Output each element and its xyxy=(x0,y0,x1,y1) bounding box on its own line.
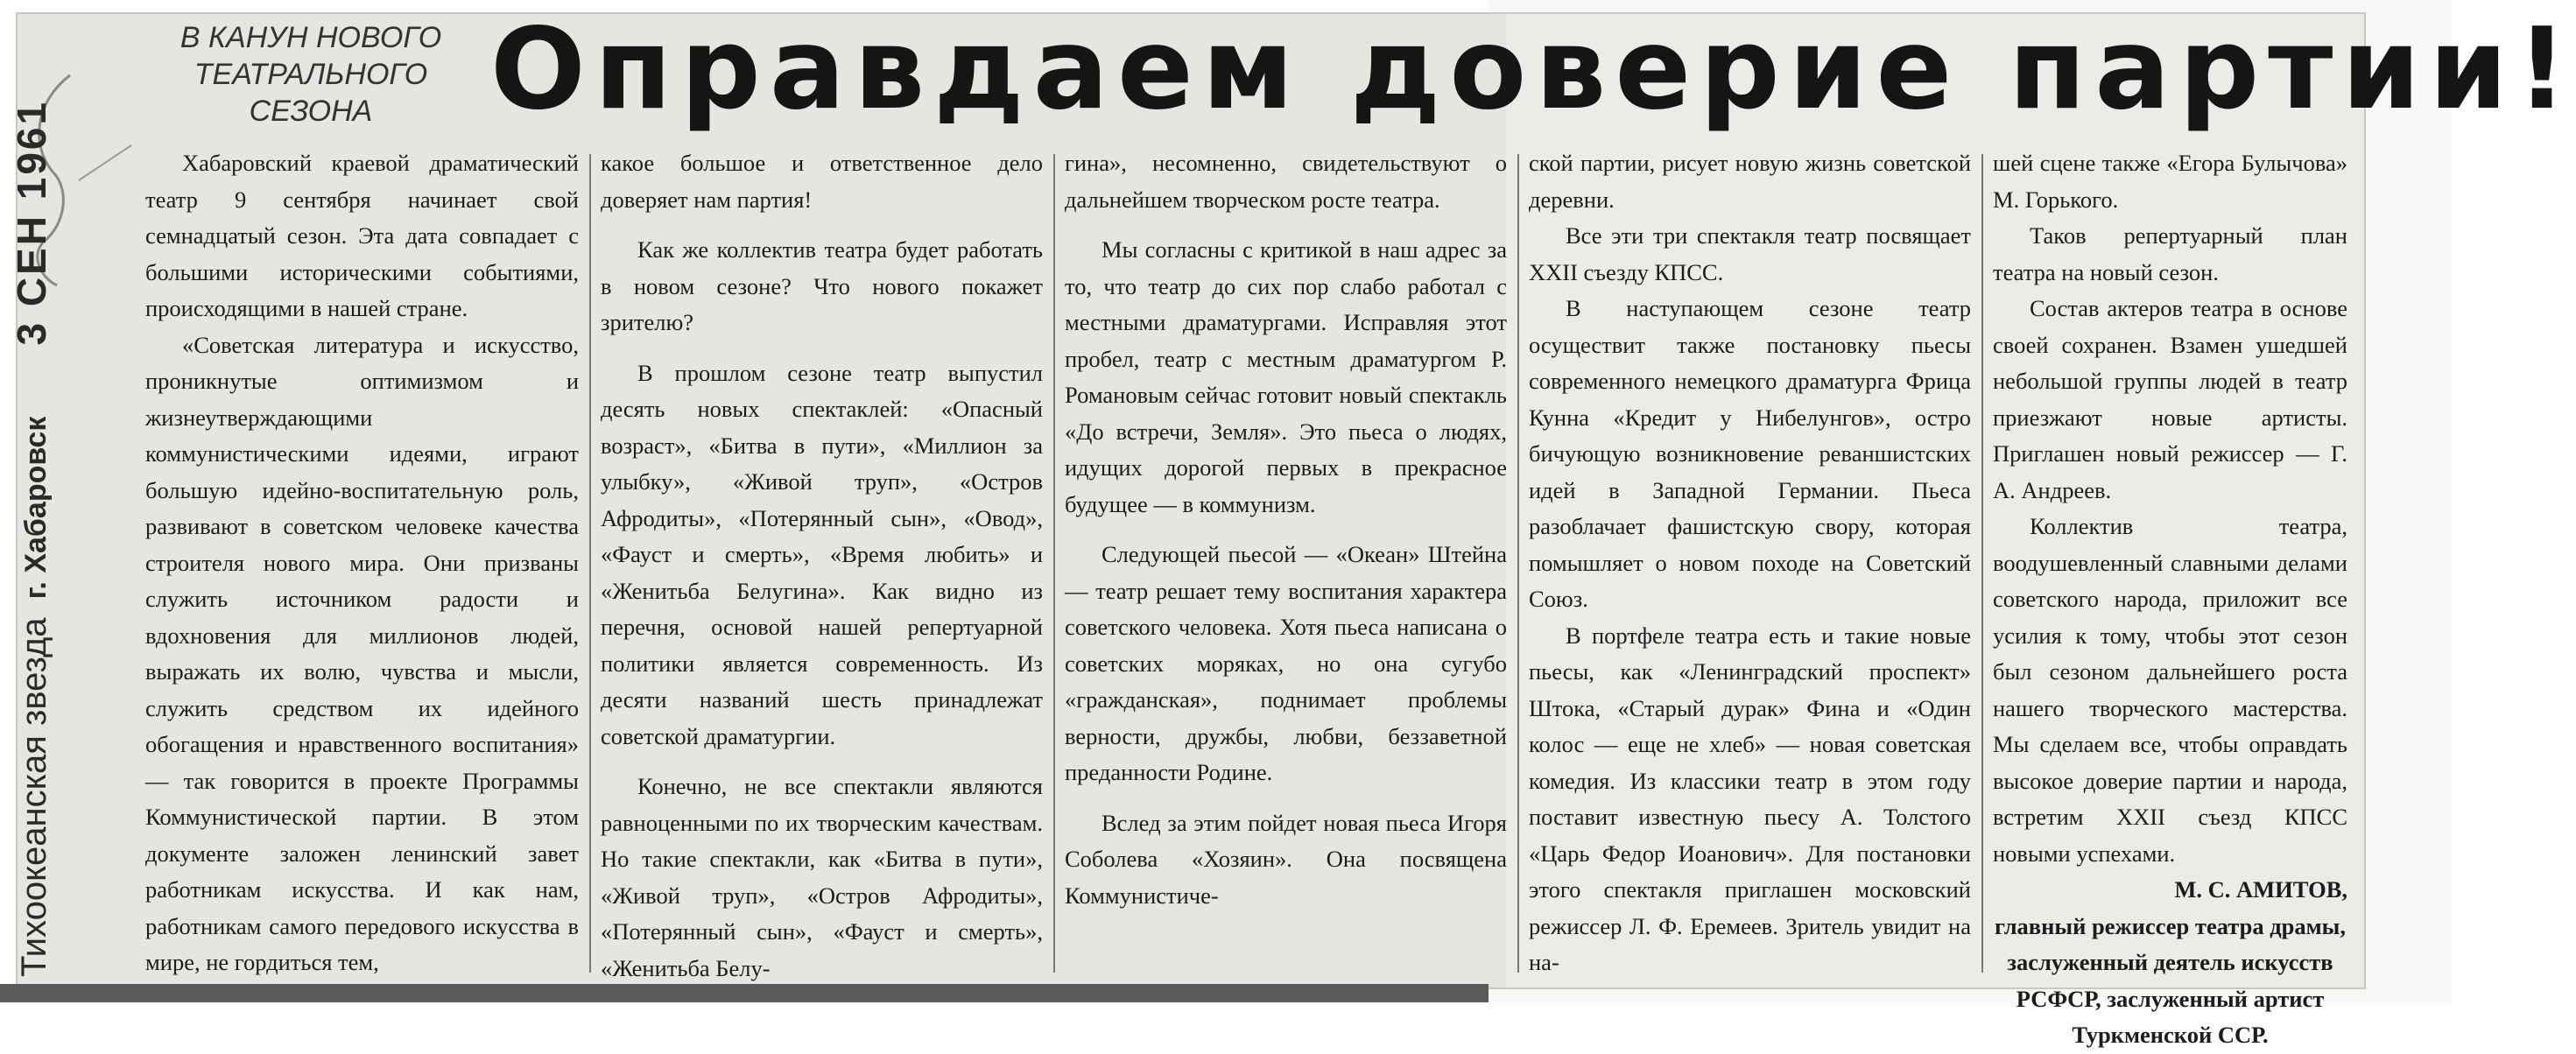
stamp-date: 3 СЕН 1961 xyxy=(9,99,54,346)
paragraph: В прошлом сезоне театр выпустил десять новых спектаклей: «Опасный возраст», «Битва в пути», «Миллион за улыбку», «Живой труп», «Остров Афродиты», «Потерянный сын», «Овод», «Фауст и смерть», «Время любить» и «Женитьба Белугина». Как видно из перечня, основой нашей репертуарной политики является современность. Из десяти названий шесть принадлежат советской драматургии. xyxy=(601,359,1043,749)
paragraph: какое большое и ответственное дело доверяет нам партия! xyxy=(601,150,1043,213)
paragraph: ской партии, рисует новую жизнь советской деревни. xyxy=(1529,150,1971,213)
section-kicker xyxy=(118,19,503,130)
headline: Оправдаем доверие партии! xyxy=(490,4,2576,135)
paragraph: Коллектив театра, воодушевленный славными делами советского народа, приложит все усилия к тому, чтобы этот сезон был сезоном дальнейшего роста нашего творческого мастерства. Мы сделаем все, чтобы оправдать высокое доверие партии и народа, встретим XXII съезд КПСС новыми успехами. xyxy=(1993,513,2347,867)
stamp-paper: Тихоокеанская звезда xyxy=(15,617,53,977)
paragraph: гина», несомненно, свидетельствуют о дальнейшем творческом росте театра. xyxy=(1065,150,1507,213)
bottom-edge-shadow xyxy=(0,984,1489,1002)
paragraph: Все эти три спектакля театр посвящает XXII съезду КПСС. xyxy=(1529,222,1971,285)
column-2 xyxy=(601,145,1043,981)
paragraph: Следующей пьесой — «Океан» Штейна — театр решает тему воспитания характера советского человека. Хотя пьеса написана о советских моряках, но она сугубо «гражданская», поднимает проблемы верности, дружбы, любви, беззаветной преданности Родине. xyxy=(1065,541,1507,785)
newspaper-clipping xyxy=(9,4,2576,1048)
column-1 xyxy=(145,145,579,977)
paragraph: В наступающем сезоне театр осуществит также постановку пьесы современного немецкого драматурга Фрица Кунна «Кредит у Нибелунгов», остро бичующую возникновение реваншистских идей в Западной Германии. Пьеса разоблачает фашистскую свору, которая помышляет о новом походе на Советский Союз. xyxy=(1529,295,1971,612)
column-divider xyxy=(1517,154,1519,973)
kicker-line-2: ТЕАТРАЛЬНОГО xyxy=(194,58,428,91)
paragraph: Как же коллектив театра будет работать в новом сезоне? Что нового покажет зрителю? xyxy=(601,236,1043,335)
paragraph: Мы согласны с критикой в наш адрес за то, что театр до сих пор слабо работал с местными драматургами. Исправляя этот пробел, театр с местным драматургом Р. Романовым сейчас готовит новый спектакль «До встречи, Земля». Это пьеса о людях, идущих дорогой первых в прекрасное будущее — в коммунизм. xyxy=(1065,236,1507,517)
article-body xyxy=(145,145,2352,1048)
column-divider xyxy=(1053,154,1055,973)
kicker-line-3: СЕЗОНА xyxy=(249,95,373,128)
paragraph: В портфеле театра есть и такие новые пьесы, как «Ленинградский проспект» Штока, «Старый дурак» Фина и «Один колос — еще не хлеб» — новая советская комедия. Из классики театр в этом году поставит известную пьесу А. Толстого «Царь Федор Иоанович». Для постановки этого спектакля приглашен московский режиссер Л. Ф. Еремеев. Зритель увидит на на- xyxy=(1529,622,1971,975)
paragraph: Состав актеров театра в основе своей сохранен. Взамен ушедшей небольшой группы людей в театр приезжают новые артисты. Приглашен новый режиссер — Г. А. Андреев. xyxy=(1993,295,2347,503)
paragraph: Таков репертуарный план театра на новый сезон. xyxy=(1993,222,2347,285)
paragraph: Вслед за этим пойдет новая пьеса Игоря Соболева «Хозяин». Она посвящена Коммунистиче- xyxy=(1065,809,1507,909)
author-name: М. С. АМИТОВ, xyxy=(2174,876,2347,903)
paragraph: «Советская литература и искусство, проникнутые оптимизмом и жизнеутверждающими коммунистическими идеями, играют большую идейно-воспитательную роль, развивают в советском человеке качества строителя нового мира. Они призваны служить источником радости и вдохновения для миллионов людей, выражать их волю, чувства и мысли, служить средством их идейного обогащения и нравственного воспитания» — так говорится в проекте Программы Коммунистической партии. В этом документе заложен ленинский завет работникам искусства. И как нам, работникам самого передового искусства в мире, не гордиться тем, xyxy=(145,331,579,975)
column-5 xyxy=(1993,145,2347,1048)
paragraph: Конечно, не все спектакли являются равноценными по их творческим качествам. Но такие спектакли, как «Битва в пути», «Живой труп», «Остров Афродиты», «Потерянный сын», «Фауст и смерть», «Женитьба Белу- xyxy=(601,773,1043,981)
kicker-line-1: В КАНУН НОВОГО xyxy=(179,21,442,54)
column-divider xyxy=(1981,154,1983,973)
column-4 xyxy=(1529,145,1971,977)
archive-stamp xyxy=(9,99,55,977)
paragraph: шей сцене также «Егора Булычова» М. Горького. xyxy=(1993,150,2347,213)
paragraph: Хабаровский краевой драматический театр 9 сентября начинает свой семнадцатый сезон. Эта дата совпадает с большими историческими событиями, происходящими в нашей стране. xyxy=(145,150,579,321)
stamp-city: г. Хабаровск xyxy=(19,416,53,600)
column-3 xyxy=(1065,145,1507,977)
author-title: главный режиссер театра драмы, заслуженный деятель искусств РСФСР, заслуженный артист Туркменской ССР. xyxy=(1995,912,2346,1048)
column-divider xyxy=(589,154,591,973)
